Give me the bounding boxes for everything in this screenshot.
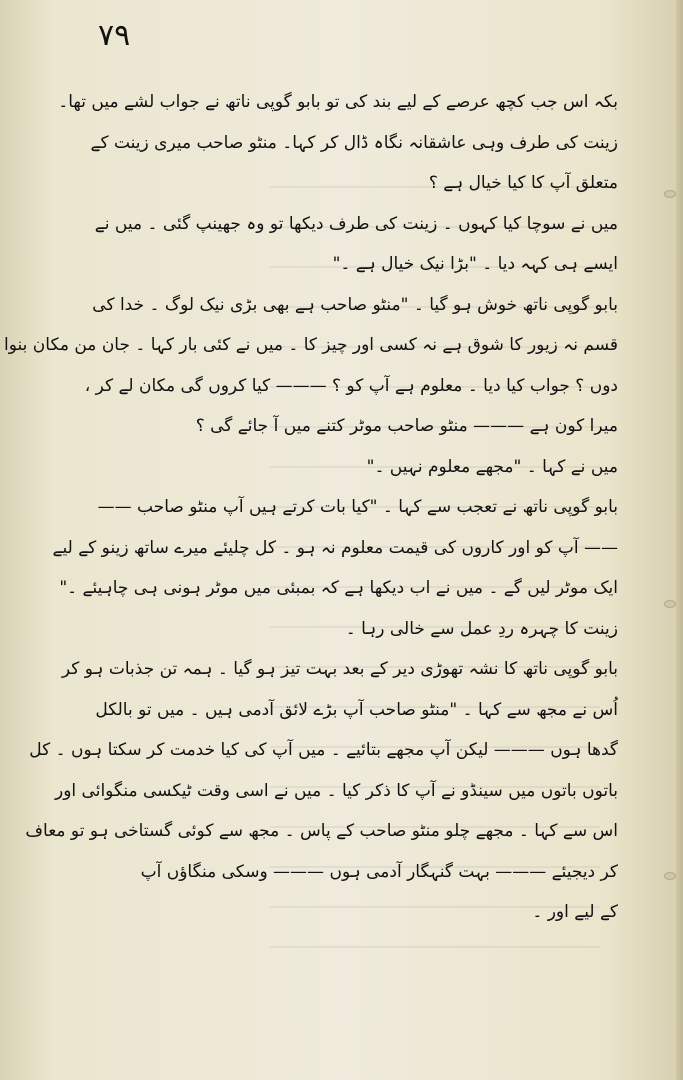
text-line: بکہ اس جب کچھ عرصے کے لیے بند کی تو بابو گوپی ناتھ نے جواب لشے میں تھا۔ — [58, 92, 618, 112]
text-line: زینت کا چہرہ ردِ عمل سے خالی رہا ۔ — [345, 618, 618, 639]
text-line: بابو گوپی ناتھ کا نشہ تھوڑی دیر کے بعد بہت تیز ہو گیا ۔ ہمہ تن جذبات ہو کر — [61, 659, 618, 679]
text-line: بابو گوپی ناتھ خوش ہو گیا ۔ "منٹو صاحب ہے بھی بڑی نیک لوگ ۔ خدا کی — [92, 294, 618, 315]
text-line: دوں ؟ جواب کیا دیا ۔ معلوم ہے آپ کو ؟ ——— کیا کروں گی مکان لے کر ، — [84, 375, 618, 396]
binding-hole — [664, 872, 676, 880]
page-edge — [676, 0, 683, 1080]
text-line: زینت کی طرف وہی عاشقانہ نگاہ ڈال کر کہا۔ منٹو صاحب میری زینت کے — [90, 132, 618, 153]
text-line: باتوں باتوں میں سینڈو نے آپ کا ذکر کیا ۔ میں نے اسی وقت ٹیکسی منگوائی اور — [55, 780, 618, 801]
text-line: میں نے کہا ۔ "مجھے معلوم نہیں ۔" — [366, 456, 618, 477]
binding-hole — [664, 600, 676, 608]
text-line: ایسے ہی کہہ دیا ۔ "بڑا نیک خیال ہے ۔" — [332, 254, 618, 274]
binding-hole — [664, 190, 676, 198]
text-line: ایک موٹر لیں گے ۔ میں نے اب دیکھا ہے کہ بمبئی میں موٹر ہونی ہی چاہیئے ۔" — [59, 578, 618, 598]
text-line: —— آپ کو اور کاروں کی قیمت معلوم نہ ہو ۔ کل چلیئے میرے ساتھ زینو کے لیے — [52, 537, 618, 558]
text-line: متعلق آپ کا کیا خیال ہے ؟ — [428, 173, 618, 193]
page-number: ۷۹ — [98, 18, 131, 53]
text-line: کر دیجیئے ——— بہت گنہگار آدمی ہوں ——— وسکی منگاؤں آپ — [140, 861, 618, 882]
text-line: اس سے کہا ۔ مجھے چلو منٹو صاحب کے پاس ۔ مجھ سے کوئی گستاخی ہو تو معاف — [25, 821, 618, 841]
text-line: کے لیے اور ۔ — [532, 902, 618, 922]
text-line: میں نے سوچا کیا کہوں ۔ زینت کی طرف دیکھا تو وہ جھینپ گئی ۔ میں نے — [94, 213, 618, 234]
body-text — [4, 82, 618, 933]
text-line: گدھا ہوں ——— لیکن آپ مجھے بتائیے ۔ میں آپ کی کیا خدمت کر سکتا ہوں ۔ کل — [29, 740, 618, 760]
text-line: بابو گوپی ناتھ نے تعجب سے کہا ۔ "کیا بات کرتے ہیں آپ منٹو صاحب —— — [97, 497, 618, 517]
text-line: اُس نے مجھ سے کہا ۔ "منٹو صاحب آپ بڑے لائق آدمی ہیں ۔ میں تو بالکل — [95, 699, 618, 720]
text-line: قسم نہ زیور کا شوق ہے نہ کسی اور چیز کا ۔ میں نے کئی بار کہا ۔ جان من مکان بنوا — [4, 335, 618, 355]
text-line: میرا کون ہے ——— منٹو صاحب موٹر کتنے میں آ جائے گی ؟ — [195, 416, 618, 436]
